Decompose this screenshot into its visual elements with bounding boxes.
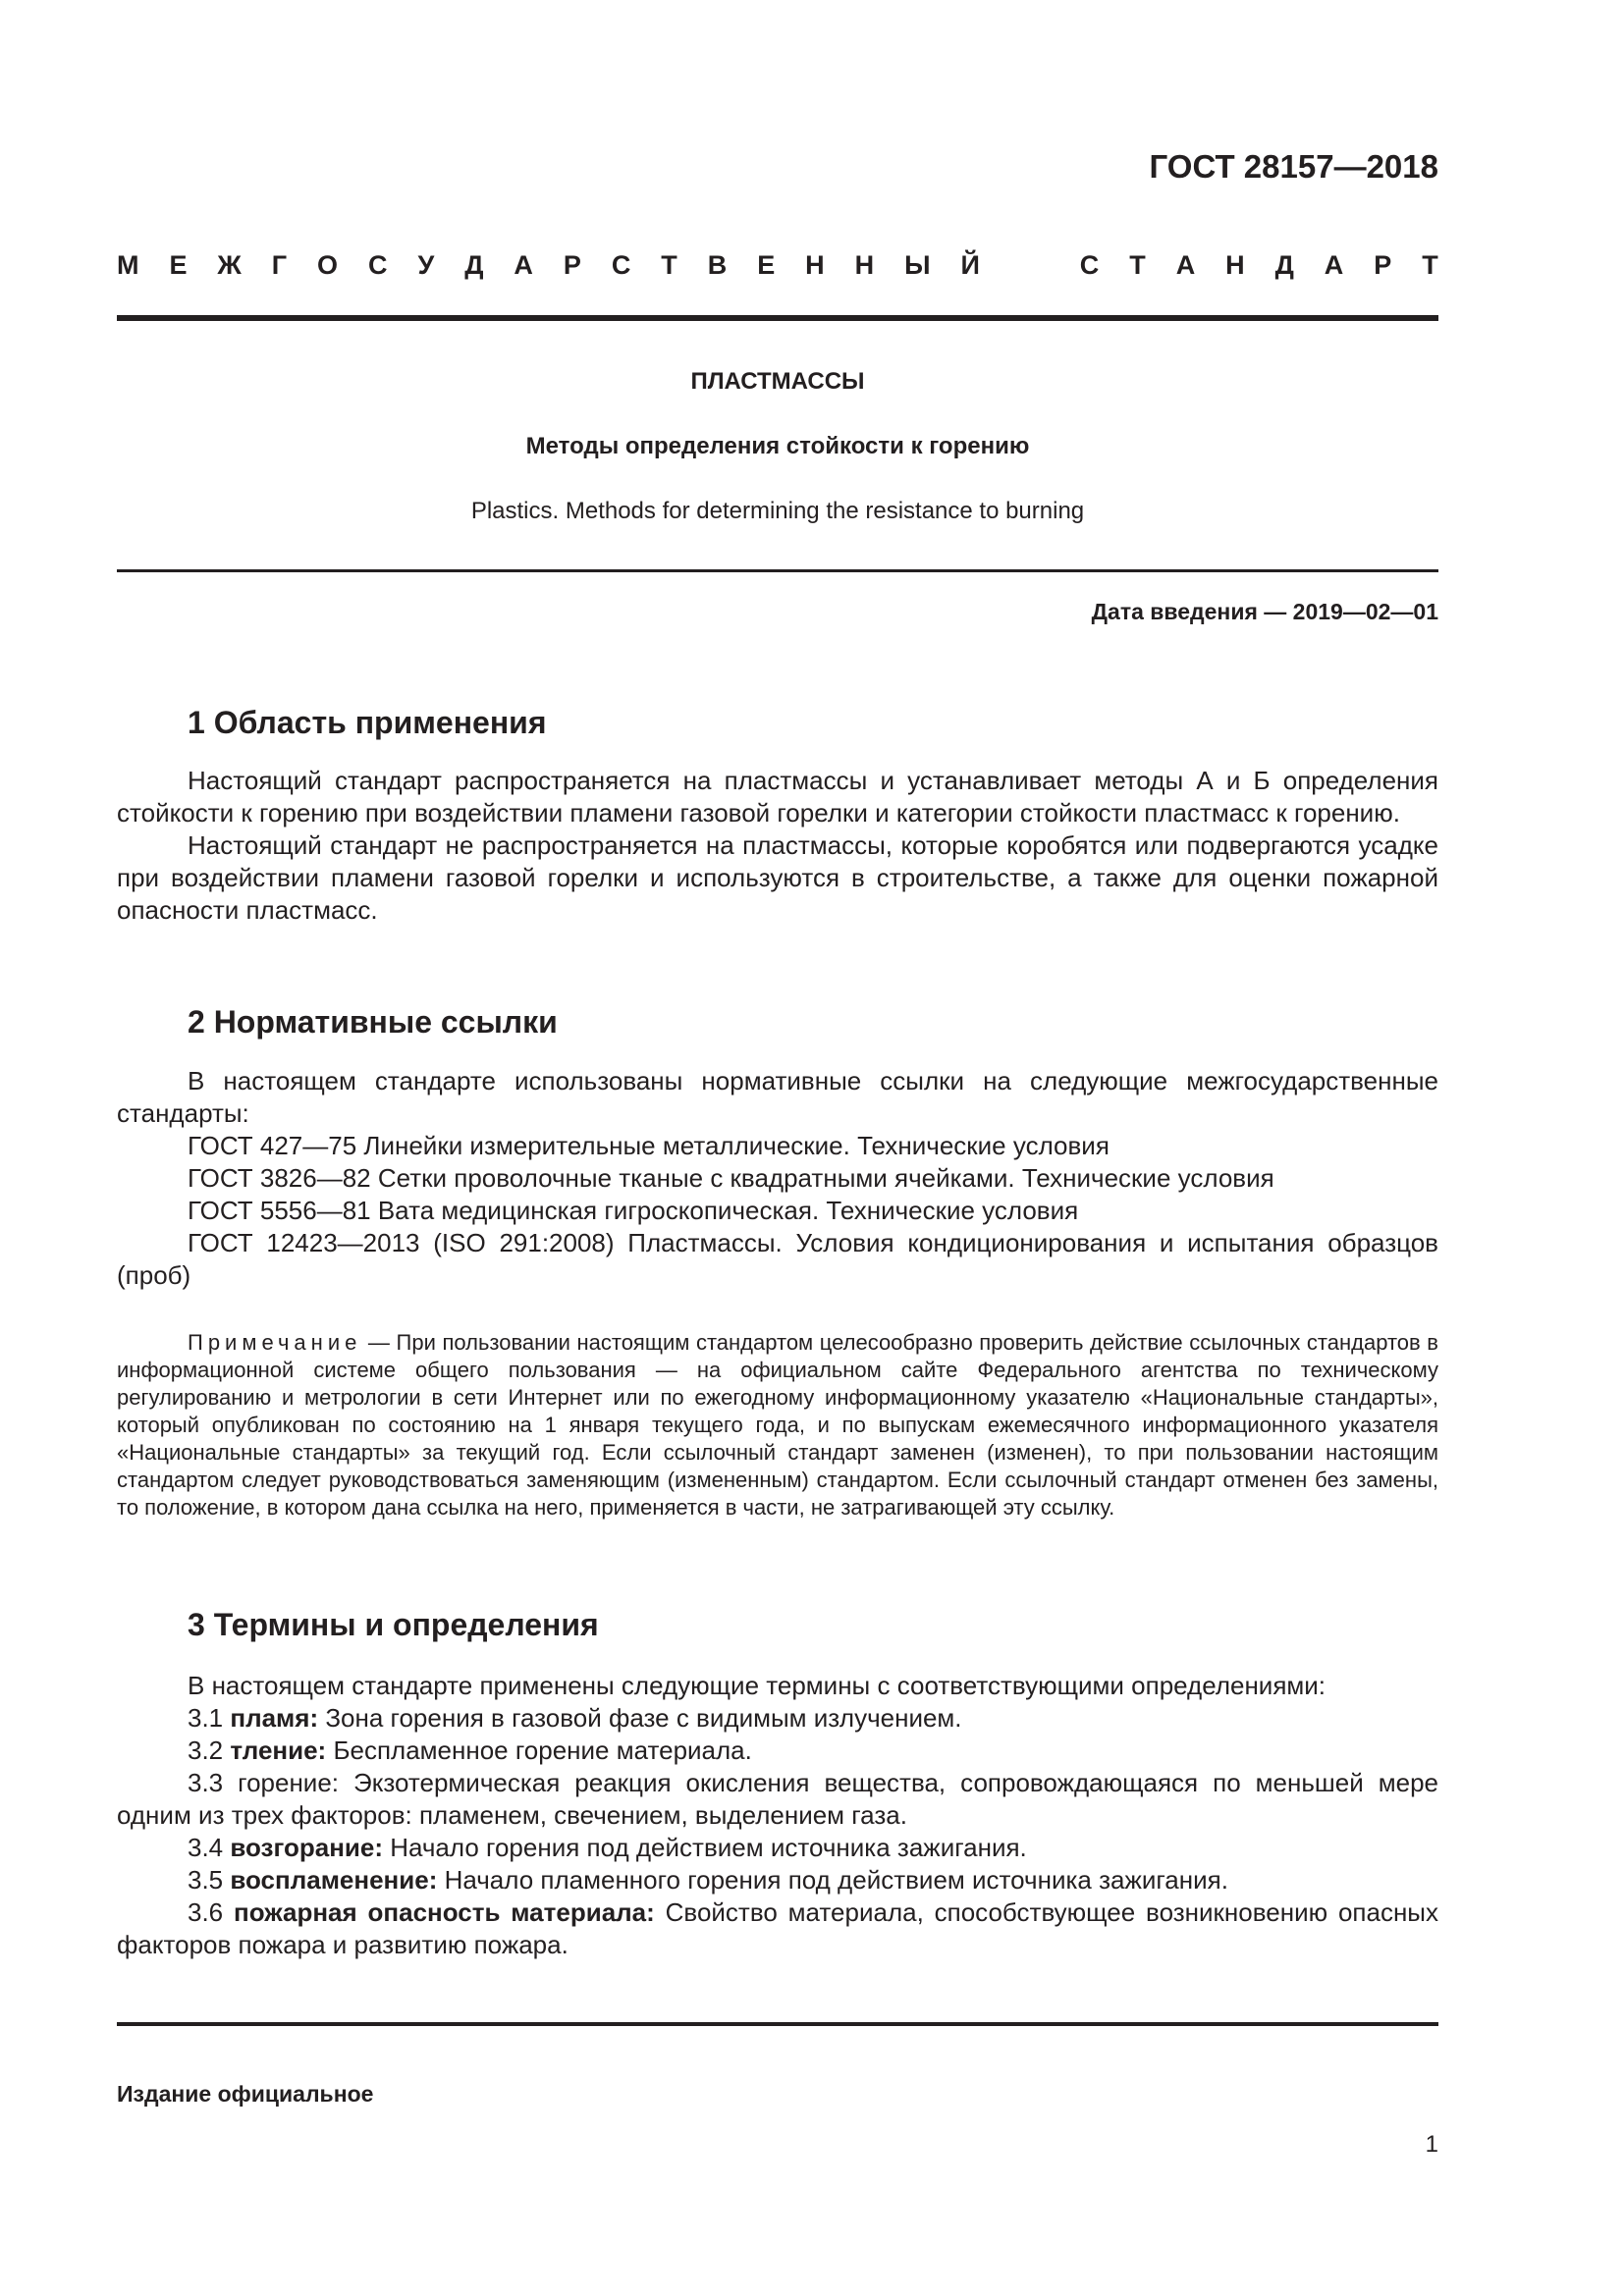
- paragraph: Настоящий стандарт распространяется на пластмассы и устанавливает методы А и Б определения стойкости к горению при воздействии пламени газовой горелки и категории стойкости пластмасс к горению.: [117, 766, 1438, 828]
- banner-letter: Д: [1274, 250, 1294, 280]
- section-heading: 2 Нормативные ссылки: [188, 1004, 558, 1040]
- term-definition: [117, 1735, 1438, 1767]
- banner-letter: О: [317, 250, 339, 280]
- document-number: ГОСТ 28157—2018: [1149, 148, 1438, 185]
- section-body: [117, 765, 1438, 927]
- document-title-english: Plastics. Methods for determining the resistance to burning: [470, 498, 1085, 524]
- term-number: 3.6: [188, 1897, 234, 1927]
- banner-letter: А: [1324, 250, 1344, 280]
- term-number: 3.2: [188, 1735, 231, 1765]
- term-number: 3.4: [188, 1833, 231, 1862]
- paragraph: В настоящем стандарте использованы нормативные ссылки на следующие межгосударственные стандарты:: [117, 1066, 1438, 1128]
- banner-letter: Г: [271, 250, 288, 280]
- definition: горение: Экзотермическая реакция окисления вещества, сопровождающаяся по меньшей мере одним из трех факторов: пламенем, свечением, выделением газа.: [117, 1768, 1438, 1830]
- header-divider: [117, 315, 1438, 321]
- term: воспламенение:: [230, 1865, 438, 1895]
- banner-letter: М: [117, 250, 139, 280]
- title-divider: [117, 569, 1438, 572]
- banner-letter: Д: [464, 250, 484, 280]
- banner-letter: С: [611, 250, 631, 280]
- banner-letter: А: [514, 250, 533, 280]
- edition-label: Издание официальное: [117, 2081, 374, 2107]
- banner-letter: Н: [854, 250, 875, 280]
- banner-letter: Ж: [217, 250, 242, 280]
- term: возгорание:: [230, 1833, 383, 1862]
- paragraph: Настоящий стандарт не распространяется на пластмассы, которые коробятся или подвергаются усадке при воздействии пламени газовой горелки и используются в строительстве, а также для оценки пожарной опасности пластмасс.: [117, 830, 1438, 925]
- banner-letter: В: [707, 250, 728, 280]
- document-subtitle: Методы определения стойкости к горению: [525, 433, 1030, 459]
- term-definition: [117, 1702, 1438, 1735]
- banner-letter: Р: [1374, 250, 1392, 280]
- interstate-standard-banner: [117, 250, 1438, 280]
- term-definition: [117, 1896, 1438, 1961]
- section-heading: 1 Область применения: [188, 705, 547, 740]
- reference-item: ГОСТ 3826—82 Сетки проволочные тканые с квадратными ячейками. Технические условия: [188, 1163, 1274, 1193]
- banner-letter: У: [417, 250, 435, 280]
- section-body: [117, 1065, 1438, 1292]
- banner-letter: Й: [960, 250, 980, 280]
- banner-letter: Т: [1422, 250, 1438, 280]
- note-paragraph: [117, 1329, 1438, 1522]
- reference-item: ГОСТ 5556—81 Вата медицинская гигроскопическая. Технические условия: [188, 1196, 1079, 1225]
- term: тление:: [230, 1735, 327, 1765]
- banner-letter: Н: [805, 250, 825, 280]
- reference-item: ГОСТ 12423—2013 (ISO 291:2008) Пластмассы. Условия кондиционирования и испытания образцов (проб): [117, 1228, 1438, 1290]
- term-definition: [117, 1832, 1438, 1864]
- note-label: Примечание: [188, 1330, 362, 1355]
- banner-letter: Е: [169, 250, 188, 280]
- document-title: ПЛАСТМАССЫ: [690, 368, 865, 395]
- note: [117, 1329, 1438, 1522]
- section-heading: 3 Термины и определения: [188, 1607, 599, 1642]
- definition: Беспламенное горение материала.: [326, 1735, 752, 1765]
- banner-letter: Ы: [904, 250, 931, 280]
- reference-item: ГОСТ 427—75 Линейки измерительные металлические. Технические условия: [188, 1131, 1110, 1160]
- term-number: 3.1: [188, 1703, 231, 1733]
- footer-divider: [117, 2022, 1438, 2026]
- definition: Начало пламенного горения под действием источника зажигания.: [437, 1865, 1228, 1895]
- definition: Начало горения под действием источника зажигания.: [383, 1833, 1027, 1862]
- term: пожарная опасность материала:: [234, 1897, 655, 1927]
- note-text: — При пользовании настоящим стандартом целесообразно проверить действие ссылочных стандартов в информационной системе общего пользования — на официальном сайте Федерального агентства по техническому регулированию и метрологии в сети Интернет или по ежегодному информационному указателю «Национальные стандарты», который опубликован по состоянию на 1 января текущего года, и по выпускам ежемесячного информационного указателя «Национальные стандарты» за текущий год. Если ссылочный стандарт заменен (изменен), то при пользовании настоящим стандартом следует руководствоваться заменяющим (измененным) стандартом. Если ссылочный стандарт отменен без замены, то положение, в котором дана ссылка на него, применяется в части, не затрагивающей эту ссылку.: [117, 1330, 1438, 1520]
- page-number: 1: [1425, 2131, 1438, 2158]
- banner-letter: С: [1079, 250, 1100, 280]
- term-number: 3.5: [188, 1865, 231, 1895]
- banner-letter: Т: [661, 250, 677, 280]
- banner-letter: С: [368, 250, 388, 280]
- banner-word-gap: [1010, 250, 1050, 280]
- section-body: [117, 1670, 1438, 1961]
- banner-letter: Е: [757, 250, 776, 280]
- definition: Зона горения в газовой фазе с видимым излучением.: [318, 1703, 962, 1733]
- introduction-date: Дата введения — 2019—02—01: [1091, 599, 1438, 624]
- paragraph: В настоящем стандарте применены следующие термины с соответствующими определениями:: [188, 1671, 1326, 1700]
- document-page: [117, 0, 1438, 2296]
- banner-letter: Р: [563, 250, 581, 280]
- banner-letter: А: [1175, 250, 1196, 280]
- definition: Свойство материала, способствующее возникновению опасных факторов пожара и развитию пожара.: [117, 1897, 1438, 1959]
- term: пламя:: [230, 1703, 319, 1733]
- banner-letter: Т: [1129, 250, 1146, 280]
- term-definition: [117, 1864, 1438, 1896]
- term-definition: [117, 1767, 1438, 1832]
- banner-letter: Н: [1225, 250, 1245, 280]
- term-number: 3.3: [188, 1768, 239, 1797]
